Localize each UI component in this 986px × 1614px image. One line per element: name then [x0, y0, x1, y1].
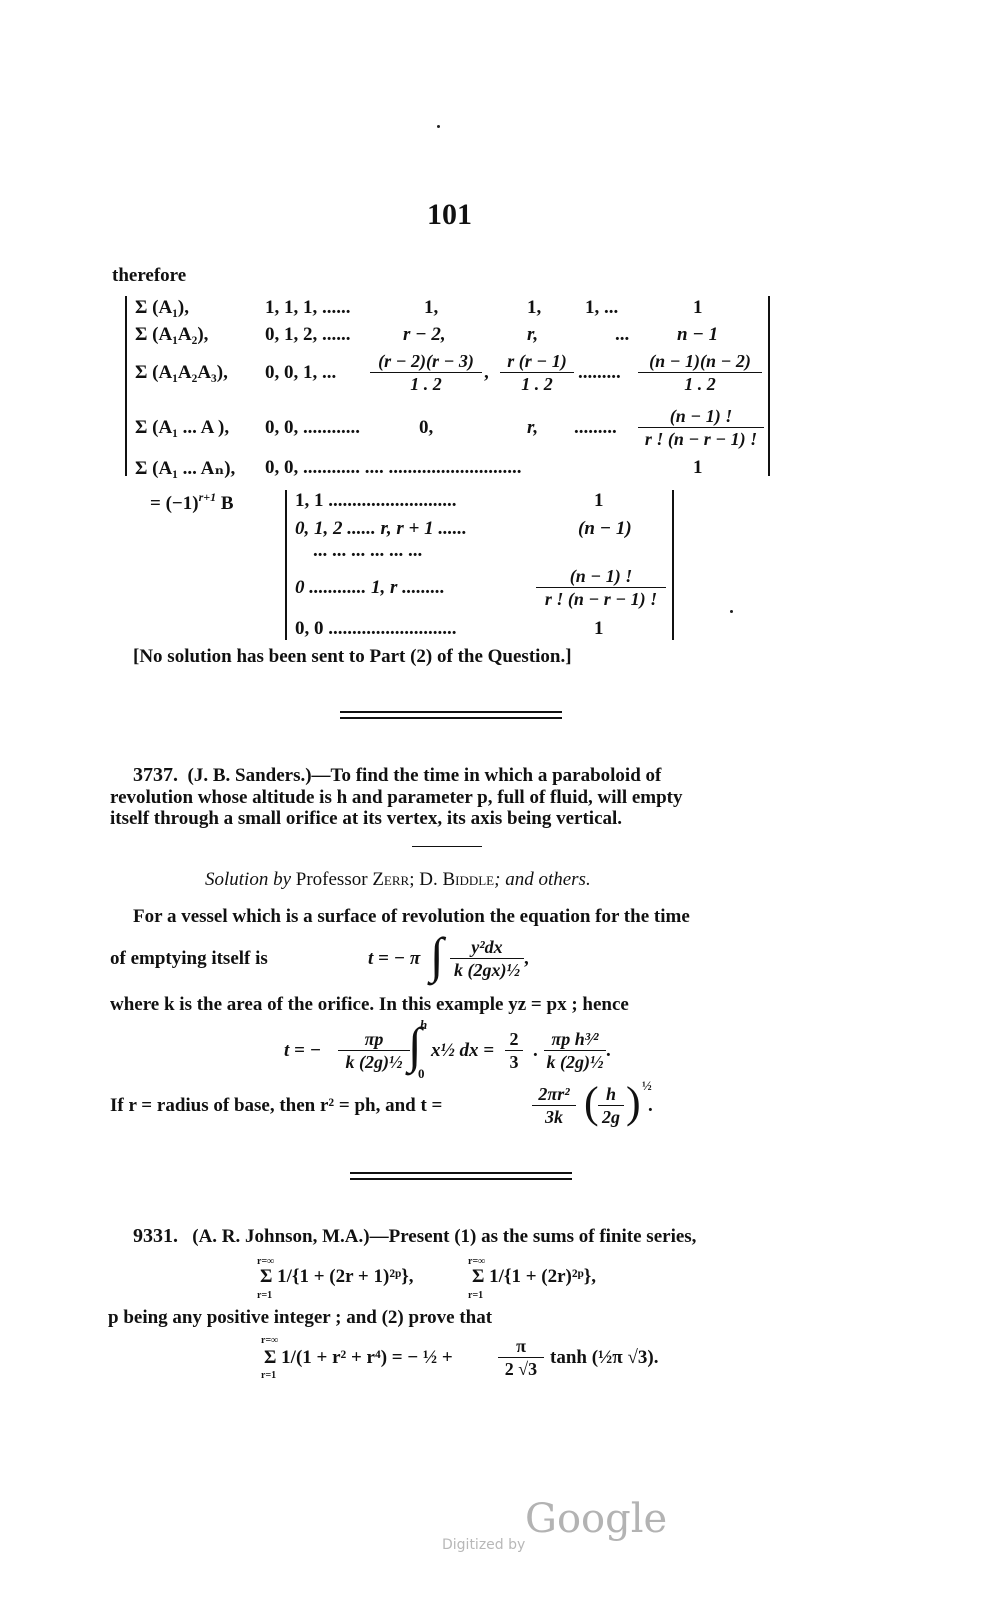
det1-row4-cell: 0, — [419, 417, 434, 438]
equation-2-mid: x½ dx = — [431, 1040, 495, 1061]
det1-row2-cell: r − 2, — [403, 324, 446, 345]
question-line-1: 3737. (J. B. Sanders.)—To find the time in which a paraboloid of — [133, 764, 662, 786]
det1-row1-label: Σ (A₁), — [135, 297, 189, 318]
equation-2-end: . — [606, 1040, 611, 1061]
no-solution-note: [No solution has been sent to Part (2) of the Question.] — [133, 646, 572, 667]
sum-upper-limit: r=∞ — [257, 1256, 275, 1267]
section-divider — [340, 717, 562, 719]
solution-para-2: of emptying itself is — [110, 948, 268, 969]
det1-row1-cell: 1, — [424, 297, 439, 318]
digitized-by-label: Digitized by — [442, 1537, 526, 1553]
det2-fraction: $\frac{(n - 1) !}{r ! (n - r - 1) !}$ — [536, 565, 666, 610]
det2-row2-right: (n − 1) — [578, 518, 632, 539]
equation-2-fraction-1: $\frac{\pi p}{\text{k (2g)½}}$ — [338, 1028, 410, 1073]
det1-comma: , — [484, 362, 489, 383]
det2-row1-right: 1 — [594, 490, 604, 511]
det1-row2-cell: ... — [615, 324, 630, 345]
det1-row2-cell: 0, 1, 2, ...... — [265, 324, 351, 345]
det1-dots: ......... — [578, 362, 621, 383]
det1-row1-cell: 1, 1, 1, ...... — [265, 297, 351, 318]
det1-row2-label: Σ (A₁A₂), — [135, 324, 209, 345]
det2-row3-dots: ... ... ... ... ... ... — [313, 540, 423, 561]
det2-row2-left: 0, 1, 2 ...... r, r + 1 ...... — [295, 518, 467, 539]
det1-left-bar — [125, 296, 127, 476]
equation-2-lhs: t = − — [284, 1040, 322, 1061]
det1-row5-cell: 1 — [693, 457, 703, 478]
det1-row4-cell: r, — [527, 417, 539, 438]
identity-fraction: $\frac{\pi}{2 √3}$ — [498, 1335, 544, 1380]
det1-row5-cell: 0, 0, ............ .... ............................ — [265, 457, 522, 478]
det2-prefix: = $(-1)^{r+1}$ B — [150, 490, 234, 514]
right-paren: ) — [626, 1078, 641, 1127]
sum-upper-limit: r=∞ — [261, 1335, 279, 1346]
equation-1-fraction: $\frac{\text{y²dx}}{\text{k (2gx)½}}$ — [450, 936, 524, 981]
question-line-3: itself through a small orifice at its vertex, its axis being vertical. — [110, 808, 623, 829]
det1-fraction: $\frac{(r - 2)(r - 3)}{1 . 2}$ — [370, 350, 482, 395]
det1-right-bar — [768, 296, 770, 476]
det1-row4-cell: ......... — [574, 417, 617, 438]
question-line-2: revolution whose altitude is h and parameter p, full of fluid, will empty — [110, 787, 683, 808]
solution-para-3: where k is the area of the orifice. In this example yz = px ; hence — [110, 994, 629, 1015]
det1-fraction: $\frac{(n - 1) !}{r ! (n - r - 1) !}$ — [638, 405, 764, 450]
det2-row1-left: 1, 1 ........................... — [295, 490, 457, 511]
det1-row2-cell: r, — [527, 324, 539, 345]
result-end: . — [648, 1095, 653, 1116]
det1-fraction: $\frac{(n - 1)(n - 2)}{1 . 2}$ — [638, 350, 762, 395]
det1-row4-label: Σ (A₁ ... A ), — [135, 417, 230, 438]
identity-tail: tanh (½π √3). — [550, 1347, 659, 1368]
question-line-1: 9331. (A. R. Johnson, M.A.)—Present (1) as the sums of finite series, — [133, 1225, 697, 1247]
det2-row5-left: 0, 0 ........................... — [295, 618, 457, 639]
google-logo: Google — [525, 1496, 668, 1542]
section-divider — [340, 711, 562, 713]
det2-left-bar — [285, 490, 287, 640]
det2-row5-right: 1 — [594, 618, 604, 639]
scan-speck — [437, 125, 440, 128]
det2-row4-left: 0 ............ 1, r ......... — [295, 577, 445, 598]
page-number: 101 — [427, 198, 472, 231]
det1-row1-cell: 1, — [527, 297, 542, 318]
det1-row1-cell: 1 — [693, 297, 703, 318]
equation-1-comma: , — [524, 948, 529, 969]
det1-row2-cell: n − 1 — [677, 324, 719, 345]
series-1: Σ 1/{1 + (2r + 1)²ᵖ}, — [260, 1266, 414, 1287]
scan-speck — [730, 610, 733, 613]
equation-2-fraction-2: $\frac{2}{3}$ — [505, 1028, 523, 1073]
identity-lhs: Σ 1/(1 + r² + r⁴) = − ½ + — [264, 1347, 453, 1368]
series-2: Σ 1/{1 + (2r)²ᵖ}, — [472, 1266, 596, 1287]
result-fraction: $\frac{\text{2πr²}}{3k}$ — [532, 1083, 576, 1128]
det1-row5-label: Σ (A₁ ... Aₙ), — [135, 458, 236, 479]
integral-lower-limit: 0 — [418, 1066, 425, 1081]
det2-right-bar — [672, 490, 674, 640]
sum-lower-limit: r=1 — [468, 1290, 484, 1301]
integral-sign: ∫ — [408, 1017, 422, 1073]
det1-row1-cell: 1, ... — [585, 297, 619, 318]
sum-upper-limit: r=∞ — [468, 1256, 486, 1267]
short-divider — [412, 846, 482, 847]
section-divider — [350, 1172, 572, 1174]
question-number: 9331. — [133, 1225, 178, 1247]
left-paren: ( — [584, 1078, 599, 1127]
result-exponent: ½ — [642, 1078, 652, 1093]
question-author: (A. R. Johnson, M.A.) — [192, 1226, 370, 1247]
sum-lower-limit: r=1 — [261, 1370, 277, 1381]
solution-byline: Solution by Professor Zerr; D. Biddle; and others. — [205, 869, 591, 890]
equation-2-fraction-3: $\frac{\text{πp h³⁄²}}{\text{k (2g)½}}$ — [544, 1028, 606, 1073]
integral-upper-limit: h — [420, 1017, 428, 1032]
equation-2-dot: . — [533, 1040, 538, 1061]
sum-lower-limit: r=1 — [257, 1290, 273, 1301]
det1-row3-cell: 0, 0, 1, ... — [265, 362, 337, 383]
solution-para-1: For a vessel which is a surface of revolution the equation for the time — [133, 906, 690, 927]
result-paren-fraction: $\frac{h}{2g}$ — [598, 1083, 624, 1128]
therefore-word: therefore — [112, 265, 187, 286]
question-author: (J. B. Sanders.) — [187, 765, 312, 786]
solution-para-4: If r = radius of base, then r² = ph, and t = — [110, 1095, 443, 1116]
question-line-2: p being any positive integer ; and (2) prove that — [108, 1307, 493, 1328]
question-number: 3737. — [133, 764, 178, 786]
det1-row3-label: Σ (A₁A₂A₃), — [135, 362, 228, 383]
equation-1-lhs: t = − π — [368, 948, 421, 969]
section-divider — [350, 1178, 572, 1180]
det1-fraction: $\frac{r (r - 1)}{1 . 2}$ — [500, 350, 574, 395]
det1-row4-cell: 0, 0, ............ — [265, 417, 360, 438]
integral-sign: ∫ — [430, 927, 444, 983]
